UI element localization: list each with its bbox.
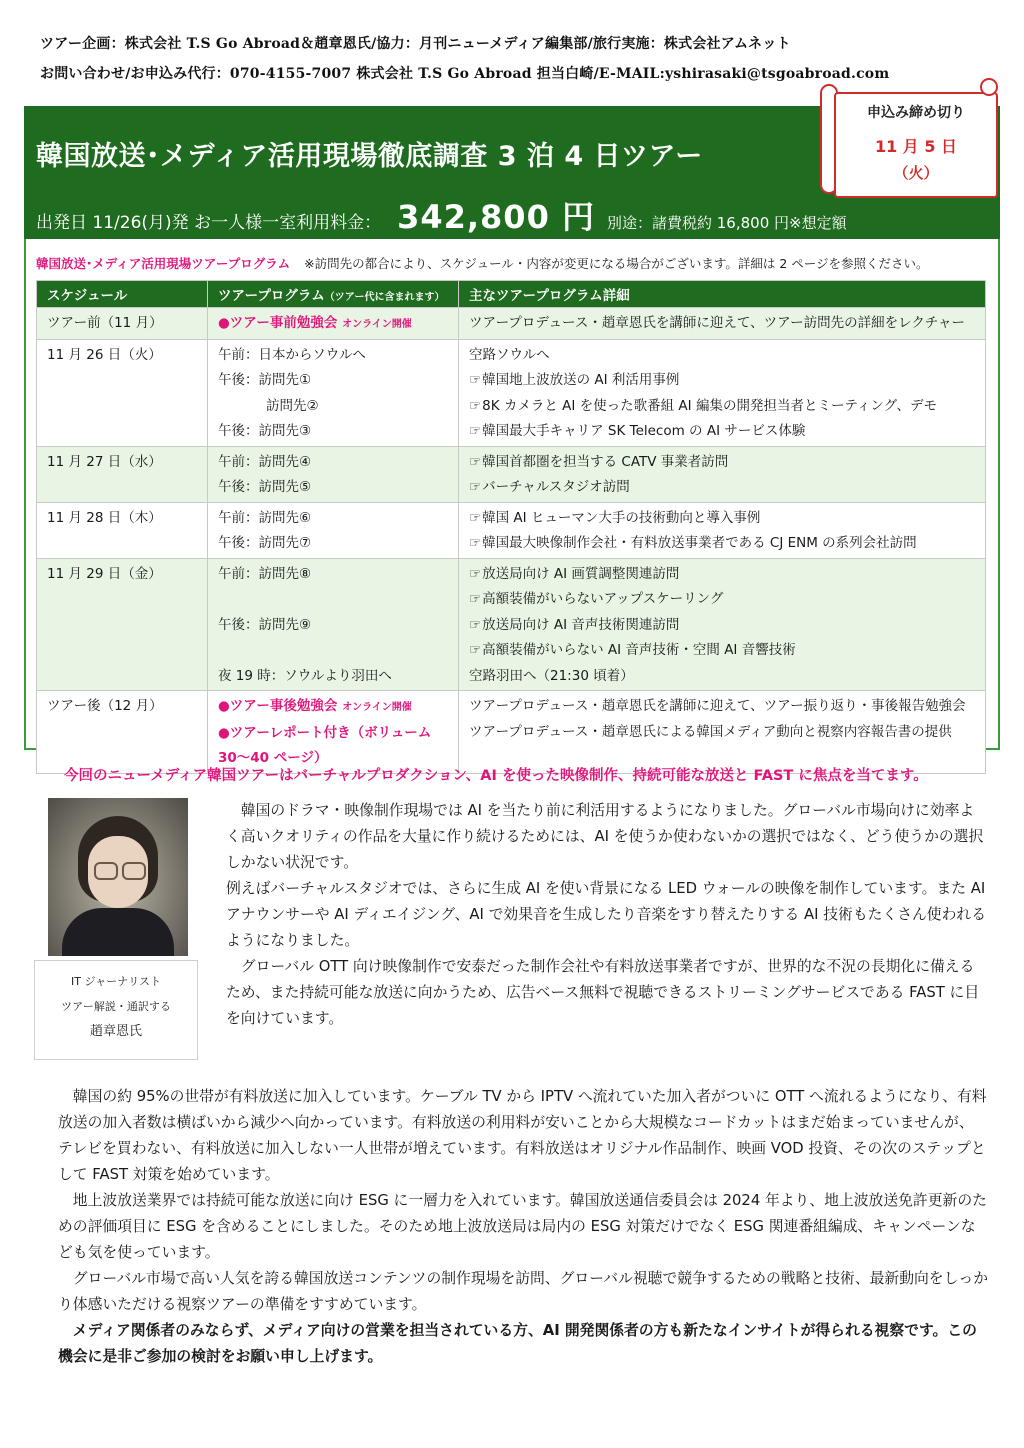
row-detail: ☞放送局向け AI 画質調整関連訪問 ☞高額装備がいらないアップスケーリング ☞放送局向け AI 音声技術関連訪問 ☞高額装備がいらない AI 音声技術・空間 AI 音響技術 空路羽田へ（21:30 頃着） — [459, 558, 986, 691]
row-program: 午前：日本からソウルへ 午後：訪問先① 訪問先② 午後：訪問先③ — [208, 339, 459, 446]
table-row — [37, 308, 986, 340]
row-date: 11 月 27 日（水） — [37, 446, 208, 502]
journalist-photo — [48, 798, 188, 956]
paragraph: 地上波放送業界では持続可能な放送に向け ESG に一層力を入れています。韓国放送通信委員会は 2024 年より、地上波放送免許更新のための評価項目に ESG を含めることにしました。そのため地上波放送局は局内の ESG 対策だけでなく ESG 関連番組編成、キャンペーンなども気を使っています。 — [58, 1192, 987, 1261]
table-row — [37, 339, 986, 446]
row-date: ツアー前（11 月） — [37, 308, 208, 340]
scroll-curl-right — [980, 78, 998, 96]
program-note: ※訪問先の都合により、スケジュール・内容が変更になる場合がございます。詳細は 2 ページを参照ください。 — [304, 256, 929, 271]
photo-caption — [34, 960, 198, 1060]
tour-title: 韓国放送･メディア活用現場徹底調査 3 泊 4 日ツアー — [36, 141, 703, 172]
pointing-hand-icon: ☞ — [469, 591, 482, 607]
caption-task: ツアー解説・通訳する — [61, 1000, 171, 1013]
pointing-hand-icon: ☞ — [469, 479, 482, 495]
header-details: 主なツアープログラム詳細 — [459, 281, 986, 308]
intro-text — [226, 798, 986, 1032]
pointing-hand-icon: ☞ — [469, 535, 482, 551]
row-date: 11 月 28 日（木） — [37, 502, 208, 558]
pointing-hand-icon: ☞ — [469, 397, 482, 414]
row-program: ●ツアー事後勉強会 オンライン開催 ●ツアーレポート付き（ボリューム 30〜40 ページ） — [208, 691, 459, 774]
pointing-hand-icon: ☞ — [469, 642, 482, 658]
paragraph: 韓国の約 95%の世帯が有料放送に加入しています。ケーブル TV から IPTV へ流れていた加入者がついに OTT へ流れるようになり、有料放送の加入者数は横ばいから減少へ向かっています。有料放送の利用料が安いことから大規模なコードカットはまだ始まっていませんが、テレビを買わない、有料放送に加入しない一人世帯が増えています。有料放送はオリジナル作品制作、映画 VOD 投資、その次のステップとして FAST 対策を始めています。 — [58, 1088, 987, 1183]
row-program: 午前：訪問先⑥ 午後：訪問先⑦ — [208, 502, 459, 558]
header-schedule: スケジュール — [37, 281, 208, 308]
pointing-hand-icon: ☞ — [469, 372, 482, 388]
row-detail: ☞韓国首都圏を担当する CATV 事業者訪問 ☞バーチャルスタジオ訪問 — [459, 446, 986, 502]
program-title: 韓国放送･メディア活用現場ツアープログラム — [36, 256, 291, 271]
row-program: 午前：訪問先④ 午後：訪問先⑤ — [208, 446, 459, 502]
pointing-hand-icon: ☞ — [469, 565, 482, 582]
caption-name: 趙章恩氏 — [89, 1024, 142, 1039]
deadline-date: 11 月 5 日 — [874, 137, 958, 156]
paragraph: 例えばバーチャルスタジオでは、さらに生成 AI を使い背景になる LED ウォールの映像を制作しています。また AI アナウンサーや AI ディエイジング、AI で効果音を生成したり音楽をすり替えたりする AI 技術もたくさん使われるようになりました。 — [226, 880, 986, 949]
closing-paragraph: メディア関係者のみならず、メディア向けの営業を担当されている方、AI 開発関係者の方も新たなインサイトが得られる視察です。この機会に是非ご参加の検討をお願い申し上げます。 — [58, 1322, 977, 1365]
row-program: ●ツアー事前勉強会 オンライン開催 — [208, 308, 459, 340]
contact-line: お問い合わせ/お申込み代行：070-4155-7007 株式会社 T.S Go Abroad 担当白崎/E-MAIL:yshirasaki@tsgoabroad.com — [40, 66, 890, 82]
focus-statement: 今回のニューメディア韓国ツアーはバーチャルプロダクション、AI を使った映像制作、持続可能な放送と FAST に焦点を当てます。 — [64, 768, 928, 784]
row-date: 11 月 29 日（金） — [37, 558, 208, 691]
row-date: 11 月 26 日（火） — [37, 339, 208, 446]
pointing-hand-icon: ☞ — [469, 509, 482, 526]
body-text — [58, 1084, 988, 1370]
departure-text: 出発日 11/26(月)発 お一人様一室利用料金： — [36, 213, 382, 233]
row-detail: ☞韓国 AI ヒューマン大手の技術動向と導入事例 ☞韓国最大映像制作会社・有料放送事業者である CJ ENM の系列会社訪問 — [459, 502, 986, 558]
table-row — [37, 691, 986, 774]
table-row — [37, 502, 986, 558]
deadline-day: （火） — [893, 164, 939, 182]
schedule-table — [36, 280, 986, 774]
header-program: ツアープログラム（ツアー代に含まれます） — [208, 281, 459, 308]
deadline-label: 申込み締め切り — [867, 105, 965, 121]
pointing-hand-icon: ☞ — [469, 616, 482, 633]
deadline-scroll — [820, 78, 1002, 204]
tour-price: 342,800 円 — [397, 198, 595, 236]
organizer-line: ツアー企画：株式会社 T.S Go Abroad＆趙章恩氏/協力：月刊ニューメディア編集部/旅行実施：株式会社アムネット — [40, 36, 791, 52]
table-row — [37, 446, 986, 502]
row-program: 午前：訪問先⑧ 午後：訪問先⑨ 夜 19 時：ソウルより羽田へ — [208, 558, 459, 691]
row-detail: ツアープロデュース・趙章恩氏を講師に迎えて、ツアー振り返り・事後報告勉強会 ツアープロデュース・趙章恩氏による韓国メディア動向と視察内容報告書の提供 — [459, 691, 986, 774]
paragraph: 韓国のドラマ・映像制作現場では AI を当たり前に利活用するようになりました。グローバル市場向けに効率よく高いクオリティの作品を大量に作り続けるためには、AI を使うか使わないかの選択ではなく、どう使うかの選択しかない状況です。 — [226, 802, 984, 871]
extra-cost: 別途：諸費税約 16,800 円※想定額 — [606, 214, 847, 232]
row-date: ツアー後（12 月） — [37, 691, 208, 774]
price-line — [36, 192, 847, 238]
table-row — [37, 558, 986, 691]
paragraph: グローバル市場で高い人気を誇る韓国放送コンテンツの制作現場を訪問、グローバル視聴で競争するための戦略と技術、最新動向をしっかり体感いただける視察ツアーの準備をすすめています。 — [58, 1270, 988, 1313]
paragraph: グローバル OTT 向け映像制作で安泰だった制作会社や有料放送事業者ですが、世界的な不況の長期化に備えるため、また持続可能な放送に向かうため、広告ベース無料で視聴できるストリーミングサービスである FAST に目を向けています。 — [226, 958, 980, 1027]
table-header-row — [37, 281, 986, 308]
caption-role: IT ジャーナリスト — [70, 975, 162, 988]
row-detail: 空路ソウルへ ☞韓国地上波放送の AI 利活用事例 ☞8K カメラと AI を使った歌番組 AI 編集の開発担当者とミーティング、デモ ☞韓国最大手キャリア SK Telecom の AI サービス体験 — [459, 339, 986, 446]
program-heading — [36, 254, 929, 272]
row-detail: ツアープロデュース・趙章恩氏を講師に迎えて、ツアー訪問先の詳細をレクチャー — [459, 308, 986, 340]
pointing-hand-icon: ☞ — [469, 453, 482, 470]
pointing-hand-icon: ☞ — [469, 423, 482, 439]
